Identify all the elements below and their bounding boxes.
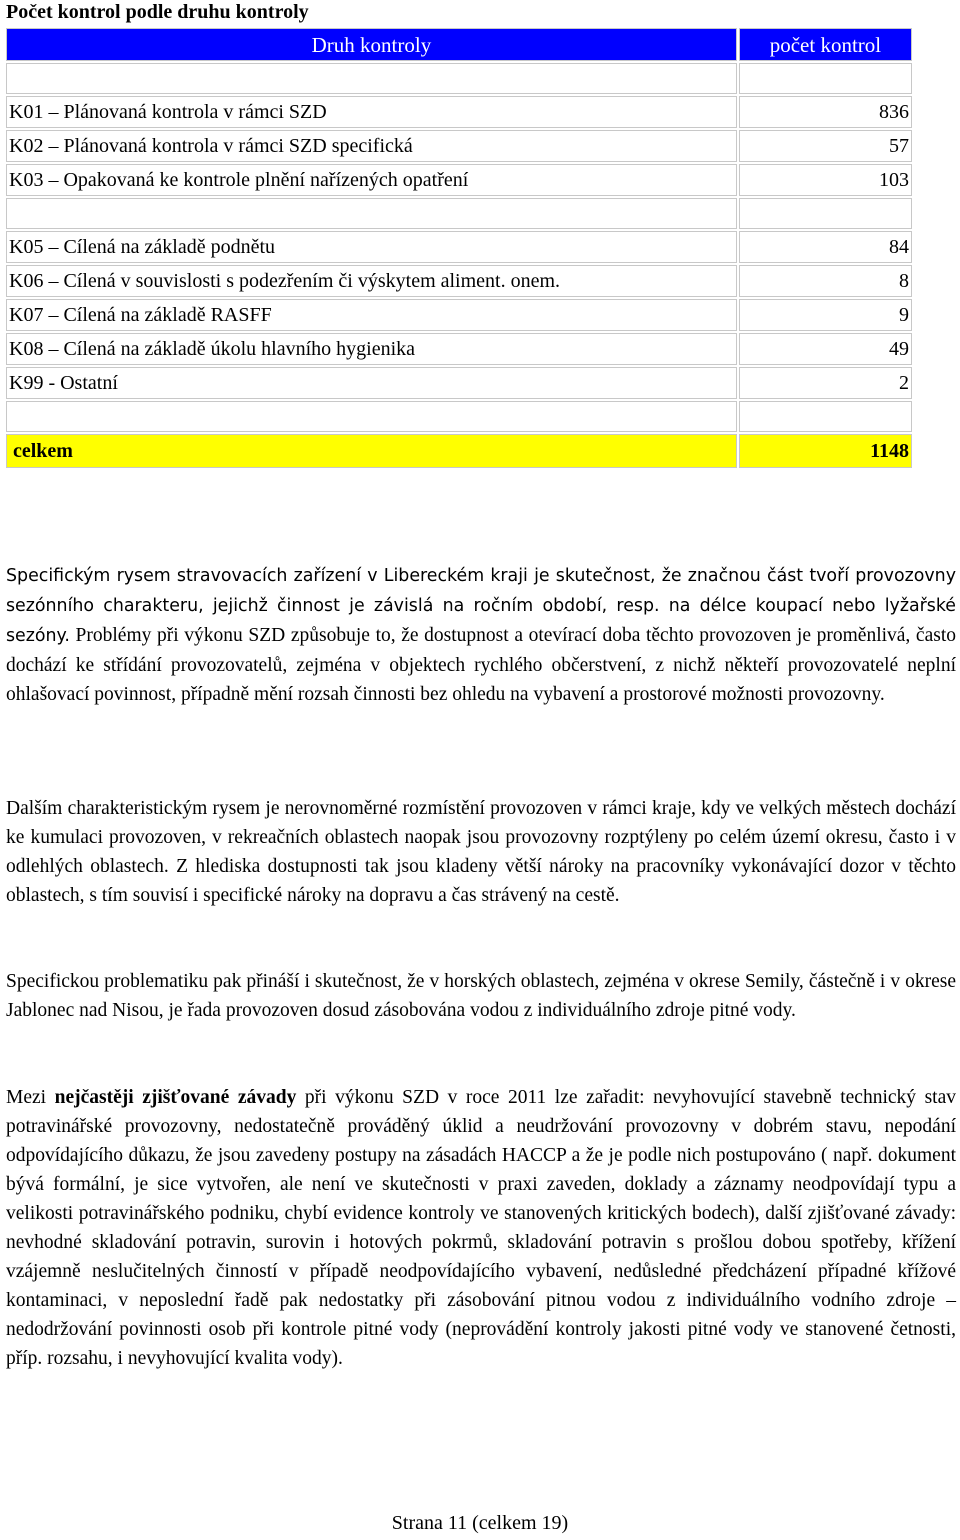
paragraph-seasonal	[6, 561, 956, 709]
row-count: 49	[739, 333, 912, 365]
row-name: K02 – Plánovaná kontrola v rámci SZD specifická	[6, 130, 737, 162]
row-name: K07 – Cílená na základě RASFF	[6, 299, 737, 331]
column-header-count: počet kontrol	[739, 28, 912, 61]
row-name: K01 – Plánovaná kontrola v rámci SZD	[6, 96, 737, 128]
paragraph-defects	[6, 1083, 956, 1373]
paragraph-defects-bold: nejčastěji zjišťované závady	[54, 1087, 297, 1108]
table-row	[6, 265, 912, 297]
row-count: 84	[739, 231, 912, 263]
table-row	[6, 130, 912, 162]
paragraph-seasonal-part2: Problémy při výkonu SZD způsobuje to, že dostupnost a otevírací doba těchto provozoven je proměnlivá, často dochází ke střídání provozovatelů, zejména v objektech rychlého občerstvení, z nichž někteří provozovatelé neplní ohlašovací povinnost, případně mění rozsah činnosti bez ohledu na vybavení a prostorové možnosti provozovny.	[6, 625, 957, 705]
paragraph-water-supply: Specifickou problematiku pak přináší i skutečnost, že v horských oblastech, zejména v okrese Semily, částečně i v okrese Jablonec nad Nisou, je řada provozoven dosud zásobována vodou z individuálního zdroje pitné vody.	[6, 971, 956, 1021]
row-name: K06 – Cílená v souvislosti s podezřením či výskytem aliment. onem.	[6, 265, 737, 297]
table-row	[6, 299, 912, 331]
row-name: K05 – Cílená na základě podnětu	[6, 231, 737, 263]
paragraph-distribution: Dalším charakteristickým rysem je nerovnoměrné rozmístění provozoven v rámci kraje, kdy ve velkých městech dochází ke kumulaci provozoven, v rekreačních oblastech naopak jsou provozovny rozptýleny po celém území okresu, často i v odlehlých oblastech. Z hlediska dostupnosti tak jsou kladeny větší nároky na pracovníky vykonávající dozor v těchto oblastech, s tím souvisí i specifické nároky na dopravu a čas strávený na cestě.	[6, 798, 956, 906]
table-row	[6, 164, 912, 196]
row-count: 9	[739, 299, 912, 331]
table-empty-row	[6, 198, 912, 229]
document-page	[6, 0, 957, 1369]
page-footer: Strana 11 (celkem 19)	[391, 1512, 569, 1534]
table-row	[6, 96, 912, 128]
paragraph-defects-body: při výkonu SZD v roce 2011 lze zařadit: nevyhovující stavebně technický stav potravinářské provozovny, nedostatečně prováděný úklid a neudržování provozovny v dobrém stavu, nepodání odpovídajícího důkazu, že jsou zavedeny postupy na zásadách HACCP a že je podle nich postupováno ( např. dokument bývá formální, je sice vytvořen, ale není ve skutečnosti v praxi zaveden, doklady a záznamy neodpovídají typu a velikosti potravinářského podniku, chybí evidence kontroly ve stanovených kritických bodech), další zjišťované závady: nevhodné skladování potravin, surovin i hotových pokrmů, skladování potravin s prošlou dobou spotřeby, křížení vzájemně neslučitelných činností v případě neodpovídajícího vybavení, nedůsledné předcházení případné křížové kontaminaci, v neposlední řadě pak nedostatky při zásobování pitnou vodou z individuálního vodního zdroje – nedodržování povinnosti osob při kontrole pitné vody (neprovádění kontroly jakosti pitné vody ve stanovené četnosti, příp. rozsahu, i nevyhovující kvalita vody).	[6, 1087, 956, 1369]
table-row	[6, 231, 912, 263]
row-name: K99 - Ostatní	[6, 367, 737, 399]
section-heading: Počet kontrol podle druhu kontroly	[6, 1, 309, 23]
row-count: 8	[739, 265, 912, 297]
table-empty-row	[6, 401, 912, 432]
inspection-table	[4, 26, 914, 470]
table-empty-row	[6, 63, 912, 94]
paragraph-seasonal-part1: Specifickým rysem stravovacích zařízení v Libereckém kraji je skutečnost, že značnou část tvoří provozovny sezónního charakteru, jejichž činnost je závislá na ročním období, resp. na délce koupací nebo lyžařské sezóny.	[6, 566, 956, 646]
row-count: 103	[739, 164, 912, 196]
total-value: 1148	[739, 434, 912, 468]
table-row	[6, 333, 912, 365]
row-name: K08 – Cílená na základě úkolu hlavního hygienika	[6, 333, 737, 365]
table-header-row	[6, 28, 912, 61]
total-label: celkem	[6, 434, 737, 468]
table-row	[6, 367, 912, 399]
row-count: 57	[739, 130, 912, 162]
row-name: K03 – Opakovaná ke kontrole plnění nařízených opatření	[6, 164, 737, 196]
table-total-row	[6, 434, 912, 468]
row-count: 836	[739, 96, 912, 128]
row-count: 2	[739, 367, 912, 399]
paragraph-defects-intro: Mezi	[6, 1087, 47, 1108]
column-header-type: Druh kontroly	[6, 28, 737, 61]
